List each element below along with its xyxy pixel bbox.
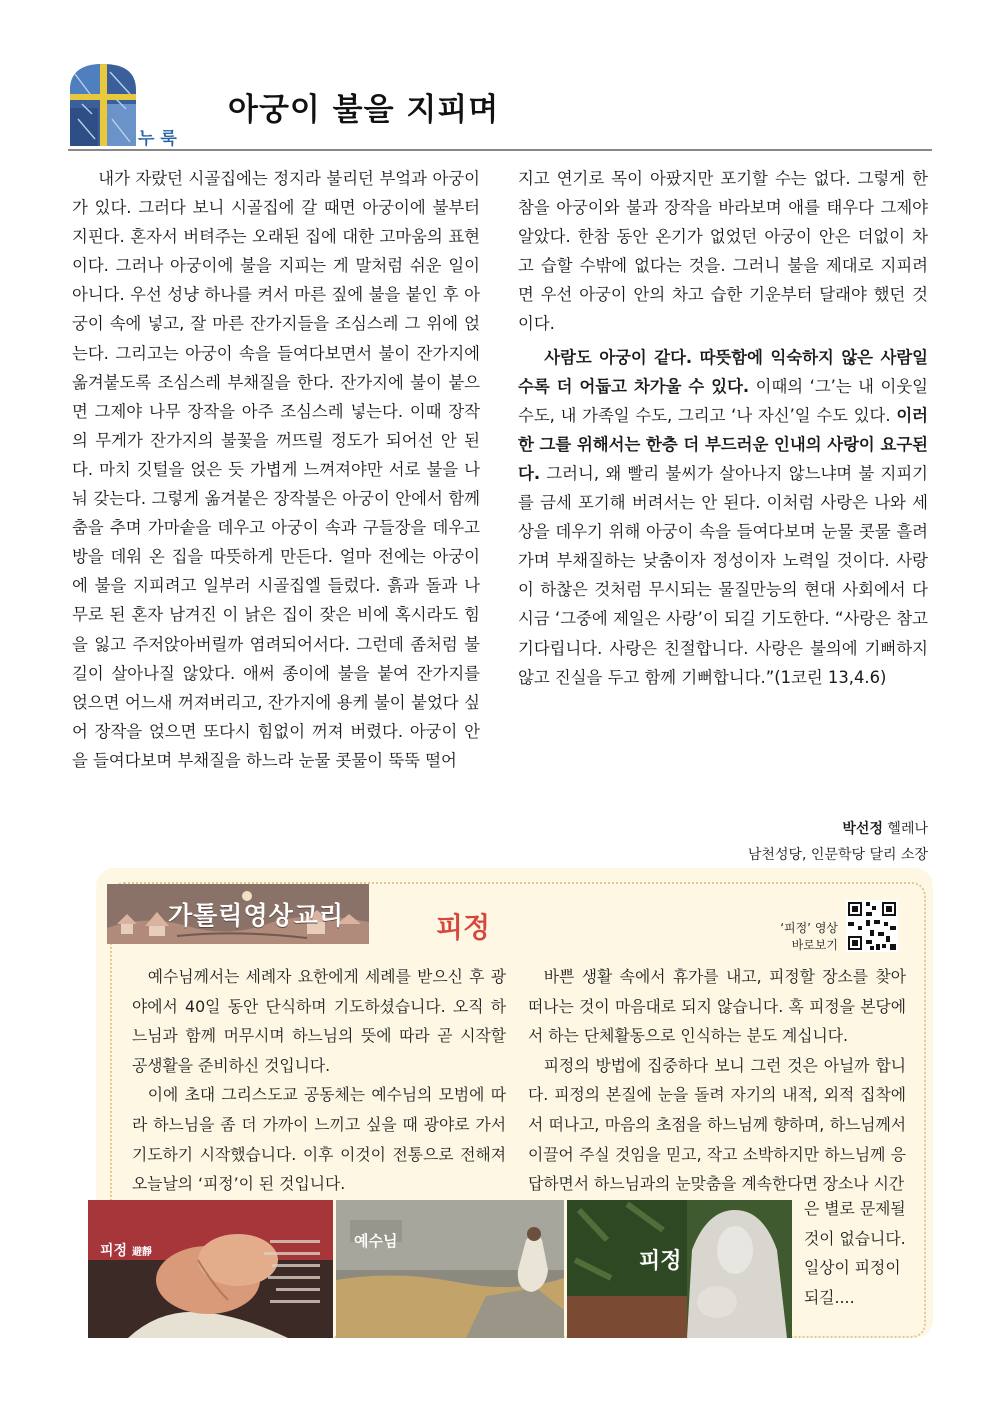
header-rule: [68, 149, 932, 151]
body-text: 이때의 ‘그’는 내 이웃일 수도, 내 가족일 수도, 그리고 ‘나 자신’일 수도 있다.: [518, 376, 928, 425]
video-text-left-column: [132, 962, 506, 1199]
video-paragraph: 이에 초대 그리스도교 공동체는 예수님의 모범에 따라 하느님을 좀 더 가까이 느끼고 싶을 때 광야로 가서 기도하기 시작했습니다. 이후 이것이 전통으로 전해져 오늘날의 ‘피정’이 된 것입니다.: [132, 1085, 506, 1194]
video-thumbnail-mary-statue[interactable]: [567, 1200, 792, 1338]
stained-glass-cross-logo: [70, 64, 136, 146]
thumbnail-label-text: 피정: [100, 1243, 128, 1259]
thumbnail-sublabel: 避靜: [131, 1247, 152, 1258]
author-affiliation: 남천성당, 인문학당 달리 소장: [747, 847, 928, 863]
author-block: [748, 816, 928, 868]
emphasis-text: 이러한 그를 위해서는 한층 더 부드러운 인내의 사랑이 요구된다.: [518, 405, 928, 483]
emphasis-text: 사람도 아궁이 같다. 따뜻함에 익숙하지 않은 사람일수록 더 어둡고 차가울 수 있다.: [518, 347, 928, 396]
author-line: [748, 816, 928, 842]
jesus-praying-image: [336, 1200, 564, 1338]
thumbnail-label: 피정: [639, 1249, 682, 1274]
body-text: 그러니, 왜 빨리 불씨가 살아나지 않느냐며 불 지피기를 금세 포기해 버려서는 안 된다. 이처럼 사랑은 나와 세상을 데우기 위해 아궁이 속을 들여다보며 눈물 콧물 흘려가며 부채질하는 낮춤이자 정성이자 노력일 것이다. 사랑이 하찮은 것처럼 무시되는 물질만능의 현대 사회에서 다시금 ‘그중에 제일은 사랑’이 되길 기도한다. “사랑은 참고 기다립니다. 사랑은 친절합니다. 사랑은 불의에 기뻐하지 않고 진실을 두고 함께 기뻐합니다.”(1코린 13,4.6): [518, 463, 928, 687]
video-text-right-column: [528, 962, 906, 1199]
thumbnail-label: [100, 1240, 152, 1260]
video-paragraph: 피정의 방법에 집중하다 보니 그런 것은 아닐까 합니다. 피정의 본질에 눈을 돌려 자기의 내적, 외적 집착에서 떠나고, 마음의 초점을 하느님께 향하며, 하느님께서 이끌어 주실 것임을 믿고, 작고 소박하지만 하느님께 응답하면서 하느님과의 눈맞춤을 계속한다면 장소나 시간: [528, 1055, 906, 1194]
column-label: 누룩: [138, 129, 183, 149]
qr-code-icon[interactable]: [846, 900, 898, 952]
article-left-column: [72, 164, 480, 775]
article-paragraph: [518, 343, 928, 692]
qr-caption-line: ‘피정’ 영상: [780, 921, 838, 935]
video-thumbnail-praying-hands[interactable]: [88, 1200, 333, 1338]
video-paragraph: 예수님께서는 세례자 요한에게 세례를 받으신 후 광야에서 40일 동안 단식하며 기도하셨습니다. 오직 하느님과 함께 머무시며 하느님의 뜻에 따라 곧 시작할 공생활을 준비하신 것입니다.: [132, 967, 506, 1075]
video-paragraph: 바쁜 생활 속에서 휴가를 내고, 피정할 장소를 찾아 떠나는 것이 마음대로 되지 않습니다. 혹 피정을 본당에서 하는 단체활동으로 인식하는 분도 계십니다.: [528, 967, 906, 1046]
author-name: 박선정: [842, 821, 883, 837]
author-baptismal-name: 헬레나: [882, 821, 928, 837]
article-right-column: [518, 164, 928, 692]
praying-hands-image: [88, 1200, 333, 1338]
banner-title: 가톨릭영상교리: [168, 901, 345, 930]
video-thumbnail-jesus-praying[interactable]: [336, 1200, 564, 1338]
thumbnail-label: 예수님: [354, 1232, 398, 1250]
qr-caption: [766, 920, 838, 954]
qr-caption-line: 바로보기: [791, 938, 838, 952]
article-paragraph-continued: 지고 연기로 목이 아팠지만 포기할 수는 없다. 그렇게 한참을 아궁이와 불과 장작을 바라보며 애를 태우다 그제야 알았다. 한참 동안 온기가 없었던 아궁이 안은 더없이 차고 습할 수밖에 없다는 것을. 그러니 불을 제대로 지피려면 우선 아궁이 안의 차고 습한 기운부터 달래야 했던 것이다.: [518, 169, 928, 334]
article-title: 아궁이 불을 지피며: [228, 92, 500, 128]
video-paragraph-tail: 은 별로 문제될 것이 없습니다. 일상이 피정이 되길....: [804, 1199, 906, 1307]
article-paragraph: 내가 자랐던 시골집에는 정지라 불리던 부엌과 아궁이가 있다. 그러다 보니 시골집에 갈 때면 아궁이에 불부터 지핀다. 혼자서 버텨주는 오래된 집에 대한 고마움의 표현이다. 그러나 아궁이에 불을 지피는 게 말처럼 쉬운 일이 아니다. 우선 성냥 하나를 켜서 마른 짚에 불을 붙인 후 아궁이 속에 넣고, 잘 마른 잔가지들을 조심스레 그 위에 얹는다. 그리고는 아궁이 속을 들여다보면서 불이 잔가지에 옮겨붙도록 조심스레 부채질을 한다. 잔가지에 불이 붙으면 그제야 나무 장작을 아주 조심스레 넣는다. 이때 장작의 무게가 잔가지의 불꽃을 꺼뜨릴 정도가 되어선 안 된다. 마치 깃털을 얹은 듯 가볍게 느껴져야만 서로 불을 나눠 갖는다. 그렇게 옮겨붙은 장작불은 아궁이 안에서 함께 춤을 추며 가마솥을 데우고 아궁이 속과 구들장을 데우고 방을 데워 온 집을 따뜻하게 만든다. 얼마 전에는 아궁이에 불을 지피려고 일부러 시골집엘 들렀다. 흙과 돌과 나무로 된 혼자 남겨진 이 낡은 집이 잦은 비에 혹시라도 힘을 잃고 주저앉아버릴까 염려되어서다. 그런데 좀처럼 불길이 살아나질 않았다. 애써 종이에 불을 붙여 잔가지를 얹으면 어느새 꺼져버리고, 잔가지에 용케 불이 붙었다 싶어 장작을 얹으면 또다시 힘없이 꺼져 버렸다. 아궁이 안을 들여다보며 부채질을 하느라 눈물 콧물이 뚝뚝 떨어: [72, 169, 480, 770]
video-topic-title: 피정: [436, 911, 491, 944]
